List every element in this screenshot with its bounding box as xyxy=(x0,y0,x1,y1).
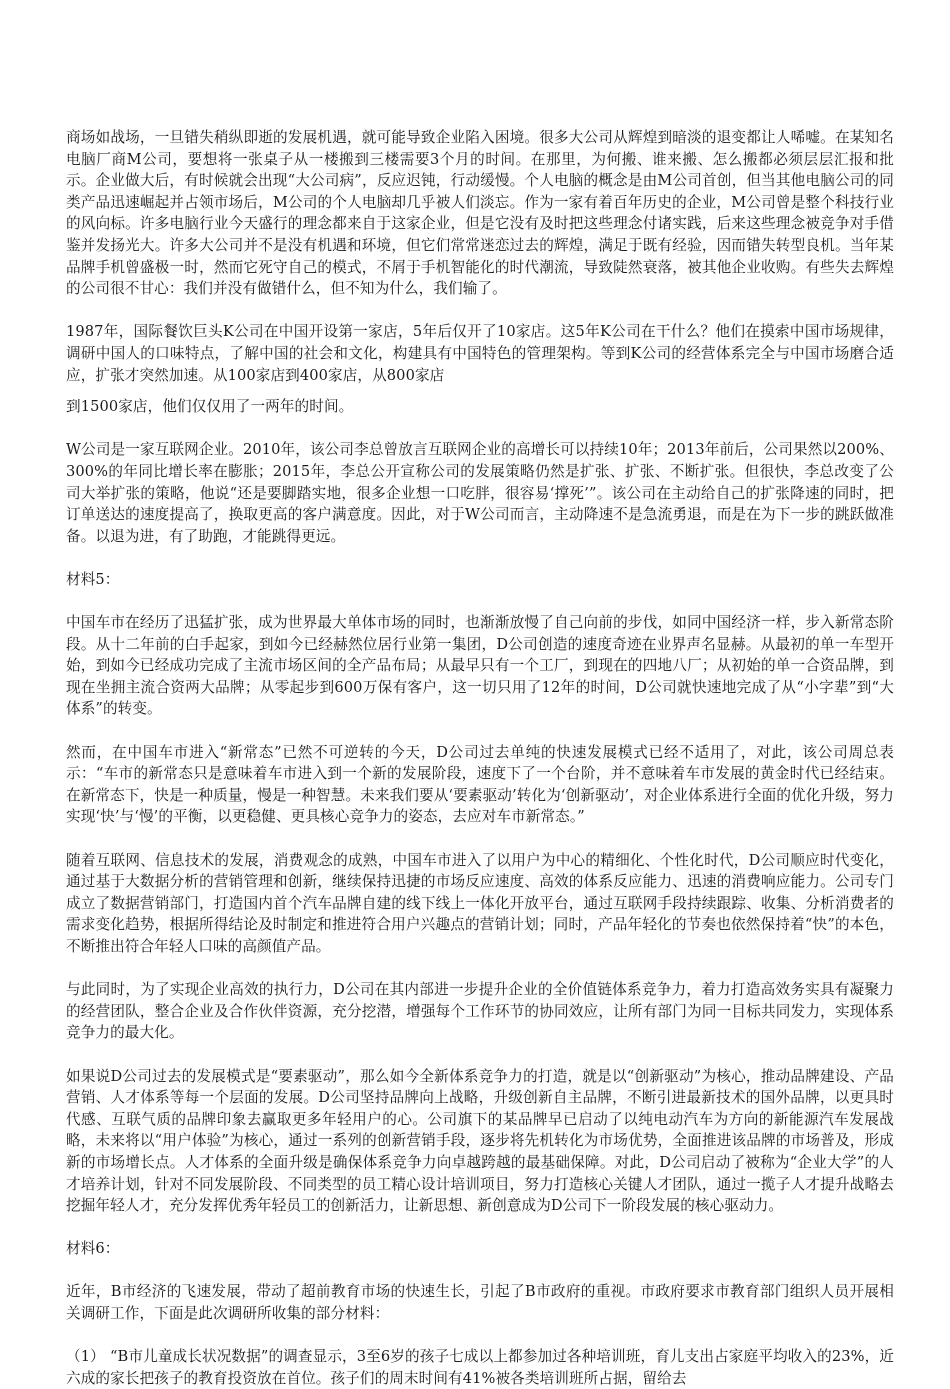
document-body xyxy=(66,127,894,1389)
paragraph-d-company-innovation: 如果说D公司过去的发展模式是“要素驱动”，那么如今全新体系竞争力的打造，就是以“创新驱动”为核心，推动品牌建设、产品营销、人才体系等每一个层面的发展。D公司坚持品牌向上战略，升级创新自主品牌，不断引进最新技术的国外品牌，以更具时代感、互联气质的品牌印象去赢取更多年轻用户的心。公司旗下的某品牌早已启动了以纯电动汽车为方向的新能源汽车发展战略，未来将以“用户体验”为核心，通过一系列的创新营销手段，逐步将先机转化为市场优势，全面推进该品牌的市场普及，形成新的市场增长点。人才体系的全面升级是确保体系竞争力向卓越跨越的最基础保障。对此，D公司启动了被称为“企业大学”的人才培养计划，针对不同发展阶段、不同类型的员工精心设计培训项目，努力打造核心关键人才团队，通过一揽子人才提升战略去挖掘年轻人才，充分发挥优秀年轻员工的创新活力，让新思想、新创意成为D公司下一阶段发展的核心驱动力。 xyxy=(66,1067,894,1215)
list-item-number: （1） xyxy=(66,1348,105,1366)
paragraph-b-city-intro: 近年，B市经济的飞速发展，带动了超前教育市场的快速生长，引起了B市政府的重视。市政府要求市教育部门组织人员开展相关调研工作，下面是此次调研所收集的部分材料： xyxy=(66,1283,894,1323)
paragraph-d-company-execution: 与此同时，为了实现企业高效的执行力，D公司在其内部进一步提升企业的全价值链体系竞争力，着力打造高效务实具有凝聚力的经营团队，整合企业及合作伙伴资源，充分挖潜，增强每个工作环节的协同效应，让所有部门为同一目标共同发力，实现体系竞争力的最大化。 xyxy=(66,981,894,1042)
paragraph-d-company-digital: 随着互联网、信息技术的发展，消费观念的成熟，中国车市进入了以用户为中心的精细化、个性化时代，D公司顺应时代变化，通过基于大数据分析的营销管理和创新，继续保持迅捷的市场反应速度、高效的体系反应能力、迅速的消费响应能力。公司专门成立了数据营销部门，打造国内首个汽车品牌自建的线下线上一体化开放平台，通过互联网手段持续跟踪、收集、分析消费者的需求变化趋势，根据所得结论及时制定和推进符合用户兴趣点的营销计划；同时，产品年轻化的节奏也依然保持着“快”的本色，不断推出符合年轻人口味的高颜值产品。 xyxy=(66,851,894,955)
paragraph-w-company: W公司是一家互联网企业。2010年，该公司李总曾放言互联网企业的高增长可以持续10年；2013年前后，公司果然以200%、300%的年同比增长率在膨胀；2015年，李总公开宣称公司的发展策略仍然是扩张、扩张、不断扩张。但很快，李总改变了公司大举扩张的策略，他说“还是要脚踏实地，很多企业想一口吃胖，很容易‘撑死’”。该公司在主动给自己的扩张降速的同时，把订单送达的速度提高了，换取更高的客户满意度。因此，对于W公司而言，主动降速不是急流勇退，而是在为下一步的跳跃做准备。以退为进，有了助跑，才能跳得更远。 xyxy=(66,441,894,545)
paragraph-k-company: 1987年，国际餐饮巨头K公司在中国开设第一家店，5年后仅开了10家店。这5年K公司在干什么？他们在摸索中国市场规律，调研中国人的口味特点，了解中国的社会和文化，构建具有中国特色的管理架构。等到K公司的经营体系完全与中国市场磨合适应，扩张才突然加速。从100家店到400家店，从800家店 xyxy=(66,323,894,384)
section-label-material-6: 材料6： xyxy=(66,1240,120,1258)
list-item-survey-1 xyxy=(66,1346,894,1389)
paragraph-k-company-continued: 到1500家店，他们仅仅用了一两年的时间。 xyxy=(66,398,354,416)
paragraph-d-company-growth: 中国车市在经历了迅猛扩张，成为世界最大单体市场的同时，也渐渐放慢了自己向前的步伐，如同中国经济一样，步入新常态阶段。从十二年前的白手起家，到如今已经赫然位居行业第一集团，D公司创造的速度奇迹在业界声名显赫。从最初的单一车型开始，到如今已经成功完成了主流市场区间的全产品布局；从最早只有一个工厂，到现在的四地八厂；从初始的单一合资品牌，到现在坐拥主流合资两大品牌；从零起步到600万保有客户，这一切只用了12年的时间，D公司就快速地完成了从“小字辈”到“大体系”的转变。 xyxy=(66,614,894,718)
list-item-text: “B市儿童成长状况数据”的调查显示，3至6岁的孩子七成以上都参加过各种培训班，育儿支出占家庭平均收入的23%，近六成的家长把孩子的教育投资放在首位。孩子们的周末时间有41%被各类培训班所占据，留给去 xyxy=(66,1348,894,1387)
paragraph-large-company-disease: 商场如战场，一旦错失稍纵即逝的发展机遇，就可能导致企业陷入困境。很多大公司从辉煌到暗淡的退变都让人唏嘘。在某知名电脑厂商M公司，要想将一张桌子从一楼搬到三楼需要3个月的时间。在那里，为何搬、谁来搬、怎么搬都必须层层汇报和批示。企业做大后，有时候就会出现“大公司病”，反应迟钝，行动缓慢。个人电脑的概念是由M公司首创，但当其他电脑公司的同类产品迅速崛起并占领市场后，M公司的个人电脑却几乎被人们淡忘。作为一家有着百年历史的企业，M公司曾是整个科技行业的风向标。许多电脑行业今天盛行的理念都来自于这家企业，但是它没有及时把这些理念付诸实践，后来这些理念被竞争对手借鉴并发扬光大。许多大公司并不是没有机遇和环境，但它们常常迷恋过去的辉煌，满足于既有经验，因而错失转型良机。当年某品牌手机曾盛极一时，然而它死守自己的模式，不屑于手机智能化的时代潮流，导致陡然衰落，被其他企业收购。有些失去辉煌的公司很不甘心：我们并没有做错什么，但不知为什么，我们输了。 xyxy=(66,129,894,298)
paragraph-d-company-new-normal: 然而，在中国车市进入“新常态”已然不可逆转的今天，D公司过去单纯的快速发展模式已经不适用了，对此，该公司周总表示：“车市的新常态只是意味着车市进入到一个新的发展阶段，速度下了一个台阶，并不意味着车市发展的黄金时代已经结束。在新常态下，快是一种质量，慢是一种智慧。未来我们要从‘要素驱动’转化为‘创新驱动’，对企业体系进行全面的优化升级，努力实现‘快’与‘慢’的平衡，以更稳健、更具核心竞争力的姿态，去应对车市新常态。” xyxy=(66,743,894,826)
section-label-material-5: 材料5： xyxy=(66,570,120,588)
